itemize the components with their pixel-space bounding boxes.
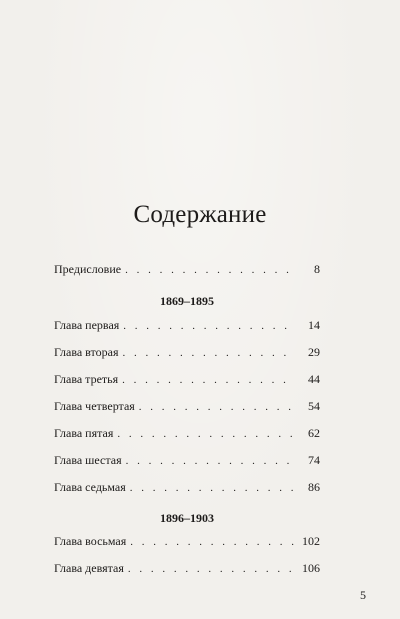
toc-entry [54, 369, 320, 389]
dot-leader [122, 343, 294, 363]
toc-entry-page: 106 [302, 561, 320, 575]
toc-entry-label: Глава восьмая [54, 534, 127, 548]
toc-entry [54, 259, 320, 279]
toc-entry-label: Глава пятая [54, 426, 114, 440]
dot-leader [130, 532, 294, 552]
toc-entry-page: 86 [308, 480, 320, 494]
toc-entry-page: 102 [302, 534, 320, 548]
dot-leader [125, 260, 294, 280]
toc-entry [54, 450, 320, 470]
toc-entry-label: Глава четвертая [54, 399, 135, 413]
toc-entry-page: 29 [308, 345, 320, 359]
toc-entry-page: 54 [308, 399, 320, 413]
toc-entry-page: 62 [308, 426, 320, 440]
dot-leader [126, 451, 294, 471]
toc-entry-label: Предисловие [54, 262, 122, 276]
toc-entry [54, 423, 320, 443]
toc-entry-label: Глава третья [54, 372, 119, 386]
toc-entry-label: Глава первая [54, 318, 120, 332]
toc-entry [54, 477, 320, 497]
toc-entry-label: Глава вторая [54, 345, 119, 359]
toc-entry [54, 396, 320, 416]
dot-leader [117, 424, 294, 444]
section-heading: 1896–1903 [160, 511, 214, 525]
toc-entry [54, 531, 320, 551]
toc-entry-label: Глава девятая [54, 561, 124, 575]
toc-entry-label: Глава шестая [54, 453, 122, 467]
toc-entry [54, 315, 320, 335]
toc-entry-page: 14 [308, 318, 320, 332]
dot-leader [123, 316, 294, 336]
page-title: Содержание [133, 201, 267, 228]
toc-entry-page: 8 [314, 262, 320, 276]
dot-leader [130, 478, 294, 498]
toc-entry-page: 44 [308, 372, 320, 386]
toc-entry-label: Глава седьмая [54, 480, 126, 494]
toc-entry [54, 342, 320, 362]
page-number: 5 [360, 588, 366, 602]
dot-leader [139, 397, 294, 417]
dot-leader [122, 370, 294, 390]
toc-entry-page: 74 [308, 453, 320, 467]
dot-leader [128, 559, 294, 579]
section-heading: 1869–1895 [160, 294, 214, 308]
toc-entry [54, 558, 320, 578]
